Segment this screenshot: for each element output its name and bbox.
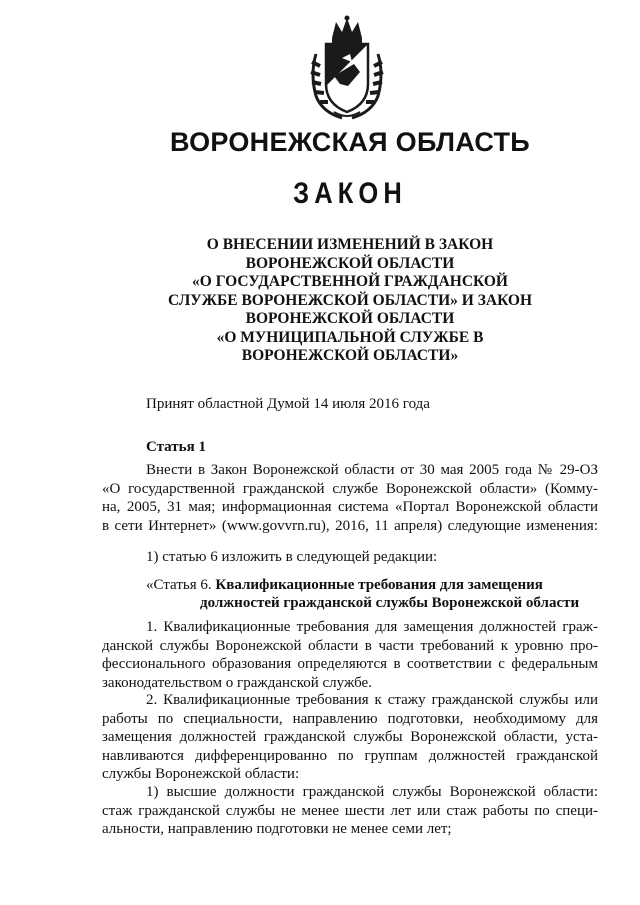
text-line: 1. Квалификационные требования для замещения должностей граж- bbox=[146, 619, 598, 635]
text-line: работы по специальности, направлению подготовки, необходимому для bbox=[102, 710, 598, 727]
law-title-line: О ВНЕСЕНИИ ИЗМЕНЕНИЙ В ЗАКОН bbox=[206, 236, 494, 253]
text-line: на, 2005, 31 мая; информационная система «Портал Воронежской области bbox=[102, 499, 598, 516]
paragraph-1 bbox=[102, 618, 598, 692]
law-title-line: «О МУНИЦИПАЛЬНОЙ СЛУЖБЕ В bbox=[216, 328, 484, 346]
paragraph-2 bbox=[102, 691, 598, 784]
text-line: законодательством о гражданской службе. bbox=[102, 674, 372, 691]
amendment-item: 1) статью 6 изложить в следующей редакции: bbox=[146, 549, 438, 565]
adoption-note: Принят областной Думой 14 июля 2016 года bbox=[146, 396, 430, 412]
text-line: замещения должностей гражданской службы Воронежской области, уста- bbox=[102, 729, 598, 746]
text-line: 2. Квалификационные требования к стажу гражданской службы или bbox=[146, 692, 598, 708]
text-line: стаж гражданской службы не менее шести лет или стаж работы по специ- bbox=[102, 802, 598, 819]
law-title-line: ВОРОНЕЖСКОЙ ОБЛАСТИ bbox=[245, 310, 455, 327]
law-title-line: ВОРОНЕЖСКОЙ ОБЛАСТИ bbox=[245, 254, 455, 272]
text-line: данской службы Воронежской области в части требований к уровню про- bbox=[102, 637, 598, 654]
text-line: альности, направлению подготовки не менее семи лет; bbox=[102, 821, 452, 838]
article-6-title-part1: Квалификационные требования для замещения bbox=[215, 577, 543, 593]
coat-of-arms-emblem bbox=[304, 14, 390, 122]
document-type: ЗАКОН bbox=[293, 177, 407, 210]
text-line: фессионального образования определяются в соответствии с федеральным bbox=[102, 656, 598, 673]
paragraph-2-item-1 bbox=[102, 783, 598, 839]
text-line: службы Воронежской области: bbox=[102, 766, 300, 783]
article-heading: Статья 1 bbox=[146, 439, 206, 455]
text-line: «О государственной гражданской службе Воронежской области» (Комму- bbox=[102, 480, 598, 497]
text-line: 1) высшие должности гражданской службы Воронежской области: bbox=[146, 784, 598, 800]
text-line: навливаются дифференцированно по группам должностей гражданской bbox=[102, 747, 598, 764]
region-title: ВОРОНЕЖСКАЯ ОБЛАСТЬ bbox=[169, 127, 531, 157]
text-line: в сети Интернет» (www.govvrn.ru), 2016, 11 апреля) следующие изменения: bbox=[102, 517, 598, 534]
article-6-heading bbox=[146, 577, 543, 594]
law-title-line: ВОРОНЕЖСКОЙ ОБЛАСТИ» bbox=[241, 347, 459, 364]
law-title bbox=[0, 236, 640, 366]
article-6-prefix: «Статья 6. bbox=[146, 577, 216, 593]
article-6-title-part2: должностей гражданской службы Воронежской области bbox=[200, 595, 580, 611]
law-title-line: «О ГОСУДАРСТВЕННОЙ ГРАЖДАНСКОЙ bbox=[192, 273, 508, 290]
article-intro-paragraph bbox=[102, 461, 598, 535]
text-line: Внести в Закон Воронежской области от 30 мая 2005 года № 29-ОЗ bbox=[146, 462, 598, 478]
law-title-line: СЛУЖБЕ ВОРОНЕЖСКОЙ ОБЛАСТИ» И ЗАКОН bbox=[167, 291, 533, 309]
